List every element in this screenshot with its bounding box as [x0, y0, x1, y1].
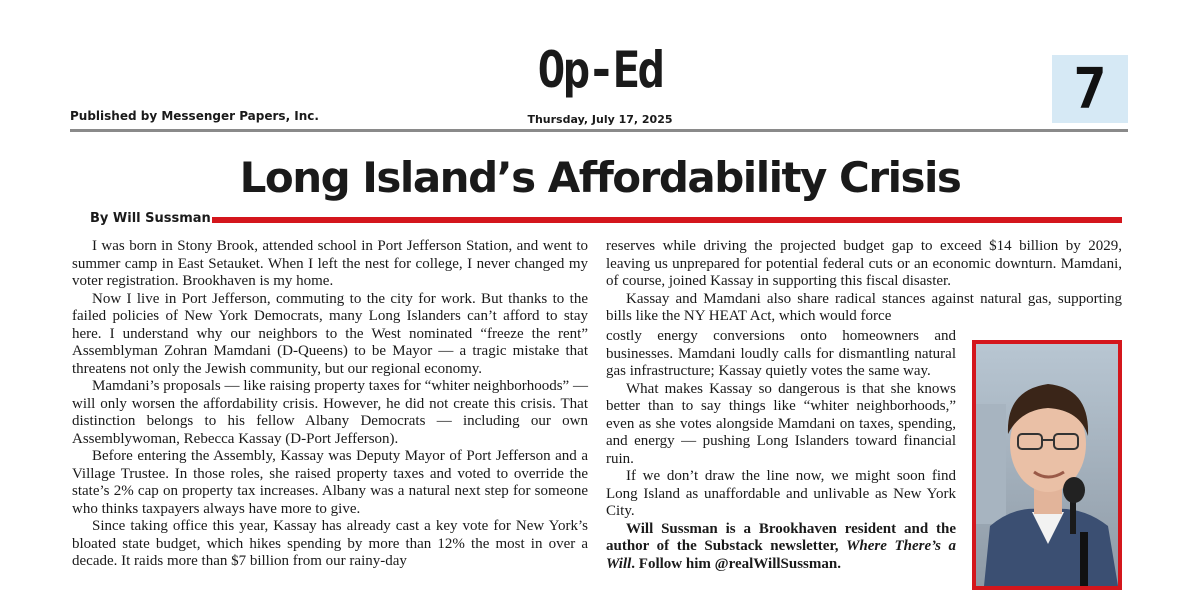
paragraph: Now I live in Port Jefferson, commuting to the city for work. But thanks to the failed policies of New York Democrats, many Long Islanders can’t afford to stay here. I understand why our neighbors to the West nominated “freeze the rent” Assemblyman Zohran Mamdani (D-Queens) to be Mayor — a tragic mistake that threatens not only the Jewish community, but our regional economy.	[72, 290, 588, 377]
paragraph: Before entering the Assembly, Kassay was Deputy Mayor of Port Jefferson and a Village Trustee. In those roles, she raised property taxes and voted to override the state’s 2% cap on property tax increases. Albany was a natural next step for someone who thinks taxpayers always have more to give.	[72, 448, 588, 517]
byline: By Will Sussman	[90, 211, 211, 226]
article-headline: Long Island’s Affordability Crisis	[239, 153, 961, 202]
paragraph: Since taking office this year, Kassay has already cast a key vote for New York’s bloated state budget, which hikes spending by more than 12% the most in over a decade. It raids more than $7 billion from our rainy-day	[72, 518, 588, 569]
article-column-right-wrap	[606, 328, 956, 573]
author-bio-start: Will Sussman is a Brookhaven resident and the author of the Substack newsletter,	[606, 520, 956, 554]
page-number: 7	[1073, 56, 1107, 122]
article-column-right-top	[606, 238, 1122, 326]
section-title: Op-Ed	[537, 41, 663, 99]
author-bio	[606, 521, 956, 574]
paragraph: Mamdani’s proposals — like raising property taxes for “whiter neighborhoods” — will only worsen the affordability crisis. However, he did not create this crisis. That distinction belongs to his fellow Albany Democrats — including our own Assemblywoman, Rebecca Kassay (D-Port Jefferson).	[72, 378, 588, 447]
issue-date: Thursday, July 17, 2025	[527, 113, 673, 126]
author-bio-end: . Follow him @realWillSussman.	[631, 555, 841, 572]
paragraph-continuation: reserves while driving the projected budget gap to exceed $14 billion by 2029, leaving us unprepared for potential federal cuts or an economic downturn. Mamdani, of course, joined Kassay in supporting this fiscal disaster.	[606, 238, 1122, 289]
author-portrait-illustration	[976, 344, 1118, 586]
paragraph: If we don’t draw the line now, we might soon find Long Island as unaffordable and unlivable as New York City.	[606, 468, 956, 519]
article-column-left	[72, 238, 588, 571]
paragraph: Kassay and Mamdani also share radical stances against natural gas, supporting bills like the NY HEAT Act, which would force	[606, 290, 1122, 324]
paragraph: What makes Kassay so dangerous is that she knows better than to say things like “whiter neighborhoods,” even as she votes alongside Mamdani on taxes, spending, and energy — pushing Long Islanders toward financial ruin.	[606, 380, 956, 467]
paragraph-continuation: costly energy conversions onto homeowners and businesses. Mamdani loudly calls for dismantling natural gas infrastructure; Kassay quietly votes the same way.	[606, 328, 956, 379]
byline-rule	[212, 217, 1122, 223]
author-photo	[972, 340, 1122, 590]
paragraph: I was born in Stony Brook, attended school in Port Jefferson Station, and went to summer camp in East Setauket. When I left the nest for college, I never changed my voter registration. Brookhaven is my home.	[72, 238, 588, 289]
page-number-box	[1052, 55, 1128, 123]
masthead-rule	[70, 129, 1128, 132]
publisher-credit: Published by Messenger Papers, Inc.	[70, 109, 319, 123]
newsletter-title: Where There’s a Will	[606, 538, 956, 572]
